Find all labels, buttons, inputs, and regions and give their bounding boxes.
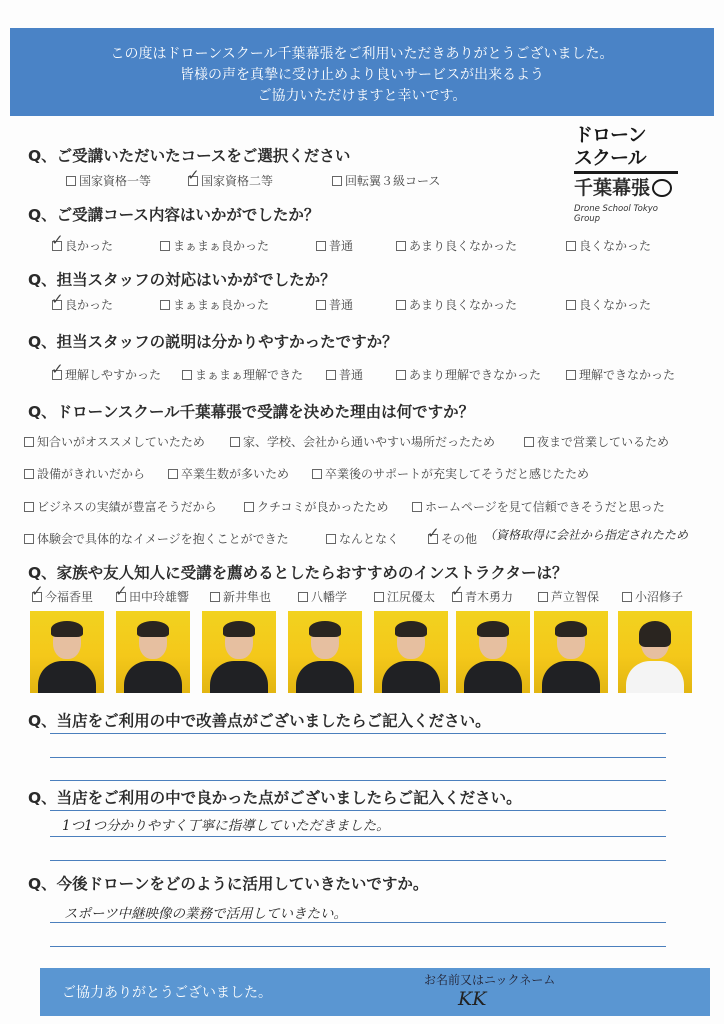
logo-divider <box>574 171 678 174</box>
check-mark-icon: ✓ <box>451 582 464 600</box>
logo-line-2: スクール <box>574 147 646 169</box>
other-reason-handwritten: （資格取得に会社から指定されたため <box>484 528 689 542</box>
answer-line <box>50 860 666 861</box>
checkbox[interactable] <box>622 592 632 602</box>
instructor-photo-7 <box>534 611 608 693</box>
checkbox[interactable] <box>396 241 406 251</box>
checkbox[interactable] <box>316 241 326 251</box>
checkbox[interactable] <box>298 592 308 602</box>
instructor-photo-1 <box>30 611 104 693</box>
checkbox[interactable] <box>316 300 326 310</box>
option-reason-4[interactable]: 設備がきれいだから <box>24 465 145 482</box>
option-reason-9[interactable]: ホームページを見て信頼できそうだと思った <box>412 498 665 515</box>
logo-city-text: 千葉幕張 <box>574 177 651 199</box>
checkbox-checked[interactable] <box>31 582 44 602</box>
checkbox[interactable] <box>326 370 336 380</box>
question-staff-service: Q、担当スタッフの対応はいかがでしたか？ <box>28 271 336 289</box>
option-reason-7[interactable]: ビジネスの実績が豊富そうだから <box>24 498 217 515</box>
option-content-1[interactable]: ✓ 良かった <box>51 231 114 253</box>
option-explain-3[interactable]: 普通 <box>326 366 363 383</box>
checkbox[interactable] <box>566 300 576 310</box>
option-reason-10[interactable]: 体験会で具体的なイメージを抱くことができた <box>24 530 289 547</box>
footer-thanks: ご協力ありがとうございました。 <box>62 985 272 1001</box>
checkbox[interactable] <box>210 592 220 602</box>
option-service-2[interactable]: まぁまぁ良かった <box>160 296 269 313</box>
question-staff-explanation: Q、担当スタッフの説明は分かりやすかったですか？ <box>28 333 398 351</box>
school-logo <box>574 124 678 228</box>
instructor-option-4[interactable]: 八幡学 <box>298 588 347 605</box>
checkbox[interactable] <box>66 176 76 186</box>
option-explain-2[interactable]: まぁまぁ理解できた <box>182 366 303 383</box>
checkbox[interactable] <box>396 300 406 310</box>
question-instructor: Q、家族や友人知人に受講を薦めるとしたらおすすめのインストラクターは？ <box>28 564 568 582</box>
instructor-photo-2 <box>116 611 190 693</box>
option-reason-11[interactable]: なんとなく <box>326 530 399 547</box>
checkbox[interactable] <box>160 241 170 251</box>
checkbox[interactable] <box>24 469 34 479</box>
checkbox[interactable] <box>182 370 192 380</box>
option-course-1[interactable]: 国家資格一等 <box>66 172 151 189</box>
answer-line <box>50 733 666 734</box>
answer-line <box>50 757 666 758</box>
option-service-1[interactable]: ✓ 良かった <box>51 290 114 312</box>
instructor-photo-3 <box>202 611 276 693</box>
instructor-option-7[interactable]: 芦立智保 <box>538 588 599 605</box>
instructor-option-1[interactable]: ✓ 今福香里 <box>31 582 94 604</box>
option-service-3[interactable]: 普通 <box>316 296 353 313</box>
checkbox-checked[interactable] <box>427 524 440 544</box>
checkbox[interactable] <box>374 592 384 602</box>
checkbox[interactable] <box>326 534 336 544</box>
question-improvements: Q、当店をご利用の中で改善点がございましたらご記入ください。 <box>28 712 491 730</box>
check-mark-icon: ✓ <box>427 524 440 542</box>
checkbox[interactable] <box>24 502 34 512</box>
checkbox-checked[interactable] <box>51 231 64 251</box>
question-good-points: Q、当店をご利用の中で良かった点がございましたらご記入ください。 <box>28 789 522 807</box>
option-reason-6[interactable]: 卒業後のサポートが充実してそうだと感じたため <box>312 465 589 482</box>
nickname-label: お名前又はニックネーム <box>424 973 556 987</box>
instructor-option-6[interactable]: ✓ 青木勇力 <box>451 582 514 604</box>
instructor-photo-6 <box>456 611 530 693</box>
checkbox[interactable] <box>230 437 240 447</box>
checkbox[interactable] <box>24 534 34 544</box>
option-explain-4[interactable]: あまり理解できなかった <box>396 366 541 383</box>
logo-english: Drone School Tokyo Group <box>574 204 658 224</box>
option-reason-3[interactable]: 夜まで営業しているため <box>524 433 669 450</box>
check-mark-icon: ✓ <box>115 582 128 600</box>
checkbox[interactable] <box>160 300 170 310</box>
good-points-answer[interactable]: 1つ1つ分かりやすく丁寧に指導していただきました。 <box>62 818 390 834</box>
checkbox-checked[interactable] <box>51 290 64 310</box>
check-mark-icon: ✓ <box>187 166 200 184</box>
option-content-2[interactable]: まぁまぁ良かった <box>160 237 269 254</box>
option-course-2[interactable]: ✓ 国家資格二等 <box>187 166 274 188</box>
question-content: Q、ご受講コース内容はいかがでしたか？ <box>28 206 320 224</box>
option-content-5[interactable]: 良くなかった <box>566 237 651 254</box>
instructor-option-2[interactable]: ✓ 田中玲雄響 <box>115 582 190 604</box>
header-line-1: この度はドローンスクール千葉幕張をご利用いただきありがとうございました。 <box>110 46 614 62</box>
checkbox[interactable] <box>332 176 342 186</box>
nickname-value[interactable]: KK <box>458 988 487 1010</box>
question-future-use: Q、今後ドローンをどのように活用していきたいですか。 <box>28 875 429 893</box>
option-explain-5[interactable]: 理解できなかった <box>566 366 675 383</box>
checkbox[interactable] <box>566 241 576 251</box>
checkbox-checked[interactable] <box>51 360 64 380</box>
option-reason-5[interactable]: 卒業生数が多いため <box>168 465 289 482</box>
option-reason-8[interactable]: クチコミが良かったため <box>244 498 389 515</box>
instructor-option-3[interactable]: 新井隼也 <box>210 588 271 605</box>
question-course: Q、ご受講いただいたコースをご選択ください <box>28 147 351 165</box>
bird-icon <box>652 179 672 197</box>
instructor-option-8[interactable]: 小沼修子 <box>622 588 683 605</box>
checkbox[interactable] <box>412 502 422 512</box>
option-reason-2[interactable]: 家、学校、会社から通いやすい場所だったため <box>230 433 495 450</box>
option-service-4[interactable]: あまり良くなかった <box>396 296 517 313</box>
instructor-option-5[interactable]: 江尻優太 <box>374 588 435 605</box>
instructor-photo-4 <box>288 611 362 693</box>
instructor-photo-5 <box>374 611 448 693</box>
checkbox[interactable] <box>396 370 406 380</box>
header-line-3: ご協力いただけますと幸いです。 <box>257 88 467 104</box>
logo-line-1: ドローン <box>574 124 646 146</box>
answer-line <box>50 922 666 923</box>
check-mark-icon: ✓ <box>51 290 64 308</box>
option-reason-1[interactable]: 知合いがオススメしていたため <box>24 433 205 450</box>
option-content-4[interactable]: あまり良くなかった <box>396 237 517 254</box>
instructor-photo-8 <box>618 611 692 693</box>
checkbox[interactable] <box>168 469 178 479</box>
checkbox[interactable] <box>24 437 34 447</box>
header-banner <box>10 28 714 116</box>
option-reason-12[interactable]: ✓ その他 <box>427 524 478 546</box>
logo-city <box>574 176 678 200</box>
checkbox[interactable] <box>566 370 576 380</box>
checkbox[interactable] <box>538 592 548 602</box>
option-service-5[interactable]: 良くなかった <box>566 296 651 313</box>
check-mark-icon: ✓ <box>51 231 64 249</box>
checkbox-checked[interactable] <box>115 582 128 602</box>
checkbox-checked[interactable] <box>451 582 464 602</box>
checkbox[interactable] <box>244 502 254 512</box>
answer-line <box>50 946 666 947</box>
question-reason: Q、ドローンスクール千葉幕張で受講を決めた理由は何ですか？ <box>28 403 475 421</box>
option-explain-1[interactable]: ✓ 理解しやすかった <box>51 360 162 382</box>
option-course-3[interactable]: 回転翼３級コース <box>332 172 440 189</box>
future-use-answer[interactable]: スポーツ中継映像の業務で活用していきたい。 <box>64 906 347 922</box>
answer-line <box>50 810 666 811</box>
checkbox-checked[interactable] <box>187 166 200 186</box>
check-mark-icon: ✓ <box>51 360 64 378</box>
answer-line <box>50 780 666 781</box>
check-mark-icon: ✓ <box>31 582 44 600</box>
option-content-3[interactable]: 普通 <box>316 237 353 254</box>
header-line-2: 皆様の声を真摯に受け止めより良いサービスが出来るよう <box>180 67 544 83</box>
answer-line <box>50 836 666 837</box>
footer-banner <box>40 968 710 1016</box>
checkbox[interactable] <box>312 469 322 479</box>
checkbox[interactable] <box>524 437 534 447</box>
